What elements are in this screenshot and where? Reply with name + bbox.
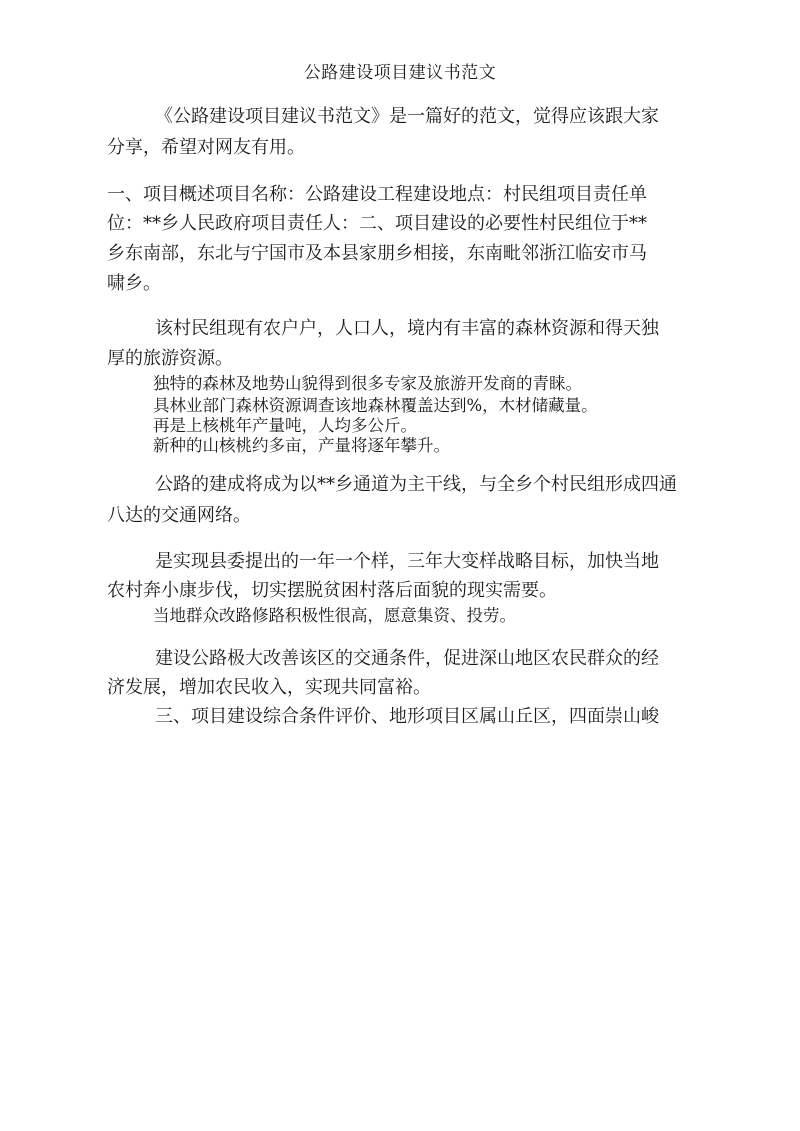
text-line: 分享，希望对网友有用。: [107, 137, 305, 158]
text-line: 《公路建设项目建议书范文》是一篇好的范文，觉得应该跟大家: [155, 106, 659, 127]
text-line: 建设公路极大改善该区的交通条件，促进深山地区农民群众的经: [155, 648, 659, 669]
text-line: 啸乡。: [107, 273, 161, 294]
text-line: 独特的森林及地势山貌得到很多专家及旅游开发商的青睐。: [153, 374, 582, 393]
text-line: 八达的交通网络。: [107, 505, 251, 526]
text-line: 是实现县委提出的一年一个样，三年大变样战略目标，加快当地: [155, 551, 659, 572]
text-line: 当地群众改路修路积极性很高，愿意集资、投劳。: [153, 606, 516, 625]
text-line: 乡东南部，东北与宁国市及本县家朋乡相接，东南毗邻浙江临安市马: [107, 243, 647, 264]
text-line: 新种的山核桃约多亩，产量将逐年攀升。: [153, 436, 450, 455]
text-line: 位：**乡人民政府项目责任人：二、项目建设的必要性村民组位于**: [107, 213, 647, 234]
text-line: 该村民组现有农户户，人口人，境内有丰富的森林资源和得天独: [155, 318, 659, 339]
text-line: 济发展，增加农民收入，实现共同富裕。: [107, 677, 431, 698]
text-line: 具林业部门森林资源调查该地森林覆盖达到%，木材储藏量。: [153, 396, 598, 415]
text-line: 农村奔小康步伐，切实摆脱贫困村落后面貌的现实需要。: [107, 580, 557, 601]
text-line: 一、项目概述项目名称：公路建设工程建设地点：村民组项目责任单: [107, 184, 647, 205]
text-line: 三、项目建设综合条件评价、地形项目区属山丘区，四面崇山峻: [155, 706, 659, 727]
text-line: 厚的旅游资源。: [107, 348, 233, 369]
text-line: 公路的建成将成为以**乡通道为主干线，与全乡个村民组形成四通: [155, 474, 677, 495]
document-title: 公路建设项目建议书范文: [303, 63, 497, 83]
text-line: 再是上核桃年产量吨，人均多公斤。: [153, 416, 417, 435]
